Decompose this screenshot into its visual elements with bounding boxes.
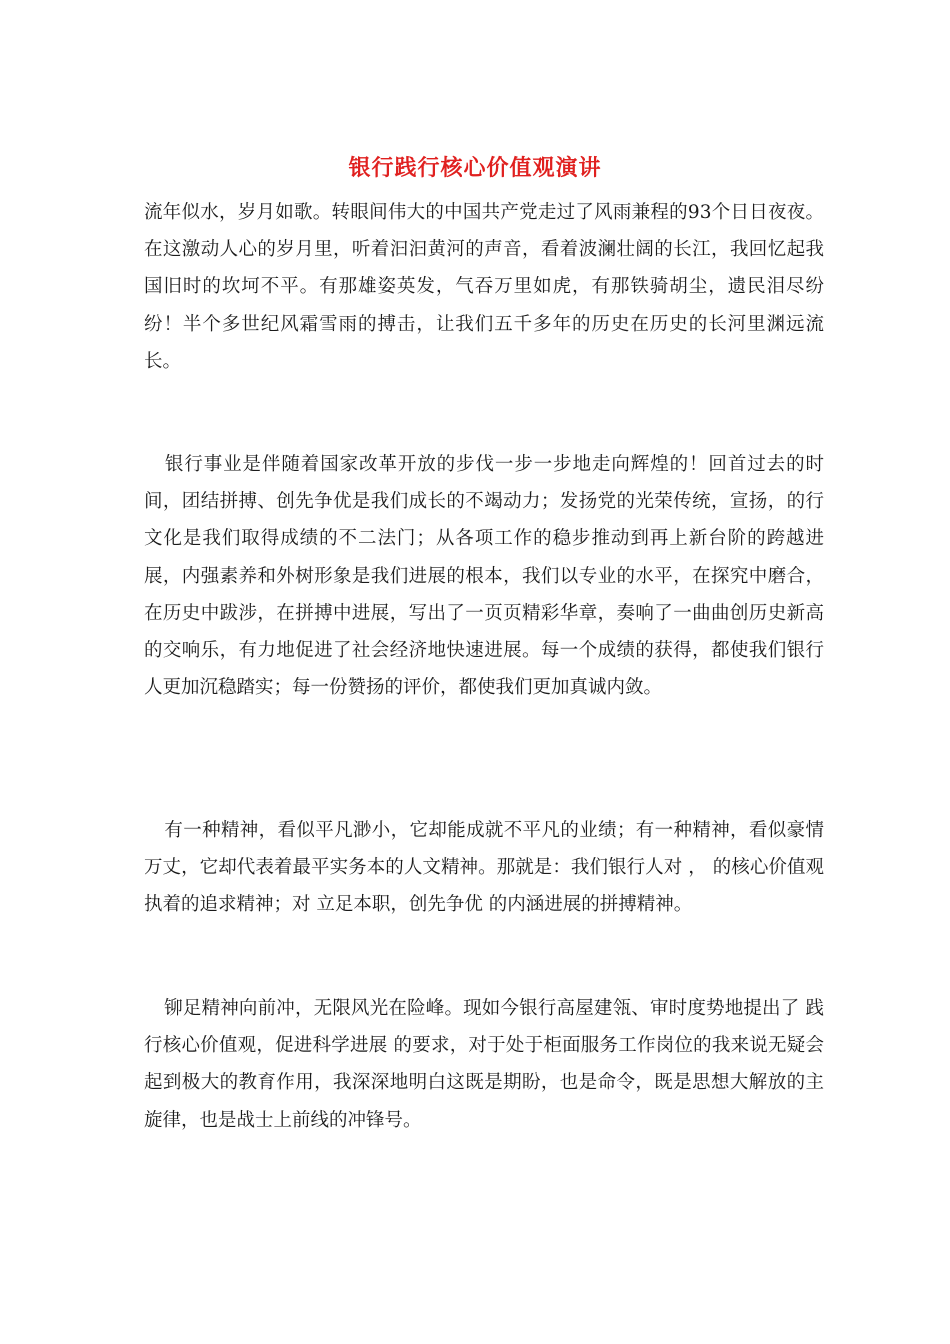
paragraph-4-text: 铆足精神向前冲，无限风光在险峰。现如今银行高屋建瓴、审时度势地提出了 践行核心价值观，促进科学进展 的要求，对于处于柜面服务工作岗位的我来说无疑会起到极大的教育作用，我深深地明白这既是期盼，也是命令，既是思想大解放的主旋律，也是战士上前线的冲锋号。 — [144, 998, 824, 1131]
paragraph-2 — [144, 446, 824, 706]
paragraph-3-text: 有一种精神，看似平凡渺小，它却能成就不平凡的业绩；有一种精神，看似豪情万丈，它却代表着最平实务本的人文精神。那就是：我们银行人对 ， 的核心价值观执着的追求精神；对 立足本职，创先争优 的内涵进展的拼搏精神。 — [144, 820, 824, 916]
paragraph-3 — [144, 812, 824, 924]
paragraph-4 — [144, 990, 824, 1139]
paragraph-1 — [144, 194, 824, 380]
document-title: 银行践行核心价值观演讲 — [348, 155, 602, 181]
paragraph-1-text: 流年似水，岁月如歌。转眼间伟大的中国共产党走过了风雨兼程的93个日日夜夜。在这激动人心的岁月里，听着汩汩黄河的声音，看着波澜壮阔的长江，我回忆起我国旧时的坎坷不平。有那雄姿英发，气吞万里如虎，有那铁骑胡尘，遗民泪尽纷纷！半个多世纪风霜雪雨的搏击，让我们五千多年的历史在历史的长河里渊远流长。 — [144, 202, 824, 372]
paragraph-2-text: 银行事业是伴随着国家改革开放的步伐一步一步地走向辉煌的！回首过去的时间，团结拼搏、创先争优是我们成长的不竭动力；发扬党的光荣传统，宣扬，的行文化是我们取得成绩的不二法门；从各项工作的稳步推动到再上新台阶的跨越进展，内强素养和外树形象是我们进展的根本，我们以专业的水平，在探究中磨合，在历史中跋涉，在拼搏中进展，写出了一页页精彩华章，奏响了一曲曲创历史新高的交响乐，有力地促进了社会经济地快速进展。每一个成绩的获得，都使我们银行人更加沉稳踏实；每一份赞扬的评价，都使我们更加真诚内敛。 — [144, 454, 824, 699]
